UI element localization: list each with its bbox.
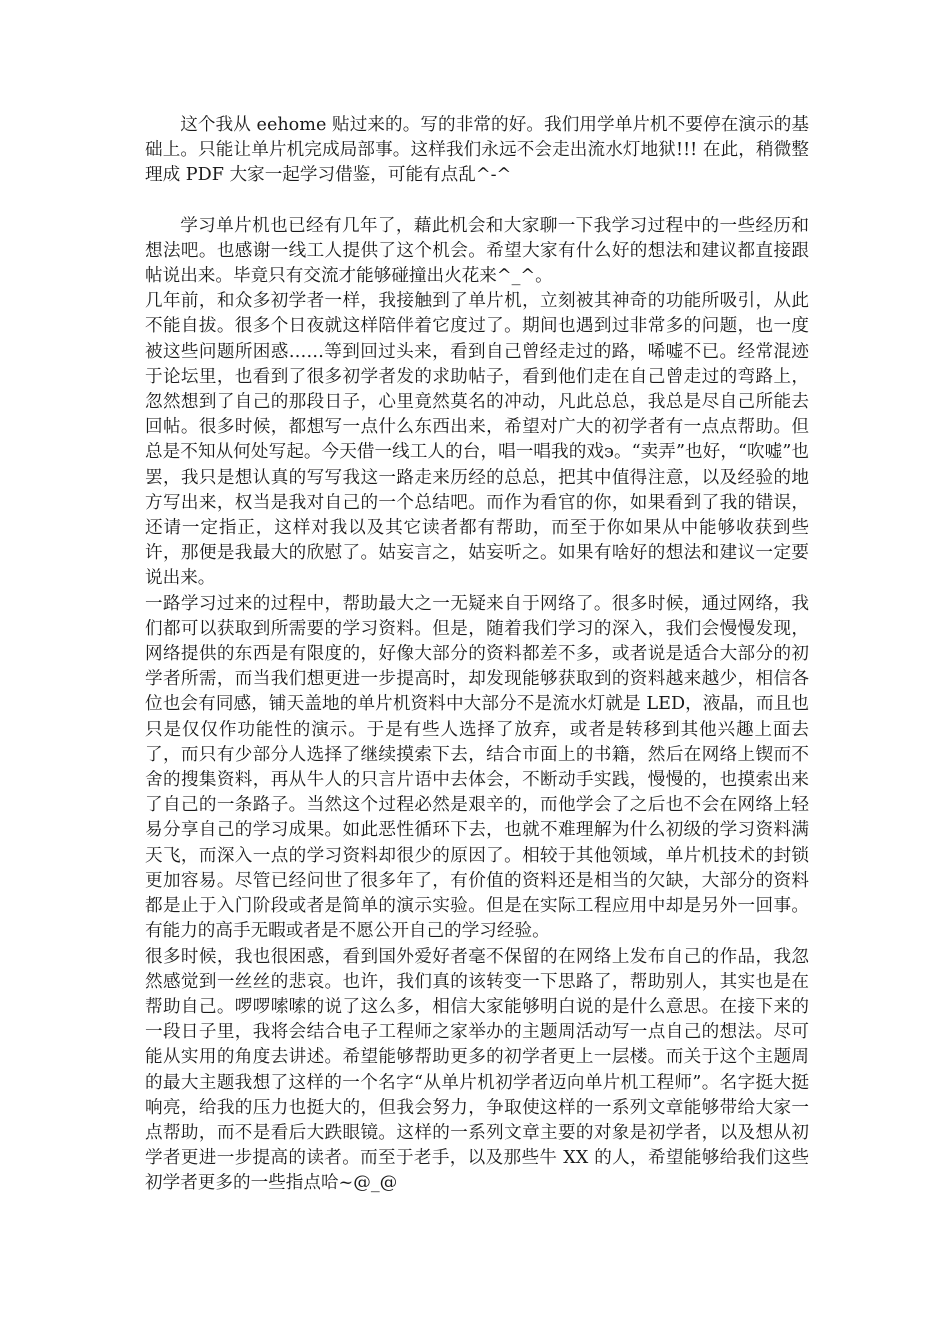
document-body xyxy=(145,113,809,1197)
body-paragraph-1: 学习单片机也已经有几年了，藉此机会和大家聊一下我学习过程中的一些经历和想法吧。也感谢一线工人提供了这个机会。希望大家有什么好的想法和建议都直接跟帖说出来。毕竟只有交流才能够碰撞出火花来^_^。 xyxy=(145,215,809,287)
paragraph-spacer xyxy=(145,189,809,214)
body-paragraph-4: 很多时候，我也很困惑，看到国外爱好者毫不保留的在网络上发布自己的作品，我忽然感觉到一丝丝的悲哀。也许，我们真的该转变一下思路了，帮助别人，其实也是在帮助自己。啰啰嗦嗦的说了这么多，相信大家能够明白说的是什么意思。在接下来的一段日子里，我将会结合电子工程师之家举办的主题周活动写一点自己的想法。尽可能从实用的角度去讲述。希望能够帮助更多的初学者更上一层楼。而关于这个主题周的最大主题我想了这样的一个名字“从单片机初学者迈向单片机工程师”。名字挺大挺响亮，给我的压力也挺大的，但我会努力，争取使这样的一系列文章能够带给大家一点帮助，而不是看后大跌眼镜。这样的一系列文章主要的对象是初学者，以及想从初学者更进一步提高的读者。而至于老手，以及那些牛 XX 的人，希望能够给我们这些初学者更多的一些指点哈~@_@ xyxy=(145,946,809,1194)
body-paragraph-2: 几年前，和众多初学者一样，我接触到了单片机，立刻被其神奇的功能所吸引，从此不能自拔。很多个日夜就这样陪伴着它度过了。期间也遇到过非常多的问题，也一度被这些问题所困惑……等到回过头来，看到自己曾经走过的路，唏嘘不已。经常混迹于论坛里，也看到了很多初学者发的求助帖子，看到他们走在自己曾走过的弯路上，忽然想到了自己的那段日子，心里竟然莫名的冲动，凡此总总，我总是尽自己所能去回帖。很多时候，都想写一点什么东西出来，希望对广大的初学者有一点点帮助。但总是不知从何处写起。今天借一线工人的台，唱一唱我的戏϶。“卖弄”也好，“吹嘘”也罢，我只是想认真的写写我这一路走来历经的总总，把其中值得注意，以及经验的地方写出来，权当是我对自己的一个总结吧。而作为看官的你，如果看到了我的错误，还请一定指正，这样对我以及其它读者都有帮助，而至于你如果从中能够收获到些许，那便是我最大的欣慰了。姑妄言之，姑妄听之。如果有啥好的想法和建议一定要说出来。 xyxy=(145,291,809,589)
body-paragraph-3: 一路学习过来的过程中，帮助最大之一无疑来自于网络了。很多时候，通过网络，我们都可以获取到所需要的学习资料。但是，随着我们学习的深入，我们会慢慢发现，网络提供的东西是有限度的，好像大部分的资料都差不多，或者说是适合大部分的初学者所需，而当我们想更进一步提高时，却发现能够获取到的资料越来越少，相信各位也会有同感，铺天盖地的单片机资料中大部分不是流水灯就是 LED，液晶，而且也只是仅仅作功能性的演示。于是有些人选择了放弃，或者是转移到其他兴趣上面去了，而只有少部分人选择了继续摸索下去，结合市面上的书籍，然后在网络上锲而不舍的搜集资料，再从牛人的只言片语中去体会，不断动手实践，慢慢的，也摸索出来了自己的一条路子。当然这个过程必然是艰辛的，而他学会了之后也不会在网络上轻易分享自己的学习成果。如此恶性循环下去，也就不难理解为什么初级的学习资料满天飞，而深入一点的学习资料却很少的原因了。相较于其他领域，单片机技术的封锁更加容易。尽管已经问世了很多年了，有价值的资料还是相当的欠缺，大部分的资料都是止于入门阶段或者是简单的演示实验。但是在实际工程应用中却是另外一回事。有能力的高手无暇或者是不愿公开自己的学习经验。 xyxy=(145,593,809,942)
intro-paragraph: 这个我从 eehome 贴过来的。写的非常的好。我们用学单片机不要停在演示的基础上。只能让单片机完成局部事。这样我们永远不会走出流水灯地狱!!! 在此，稍微整理成 PDF 大家一起学习借鉴，可能有点乱^-^ xyxy=(145,115,809,186)
